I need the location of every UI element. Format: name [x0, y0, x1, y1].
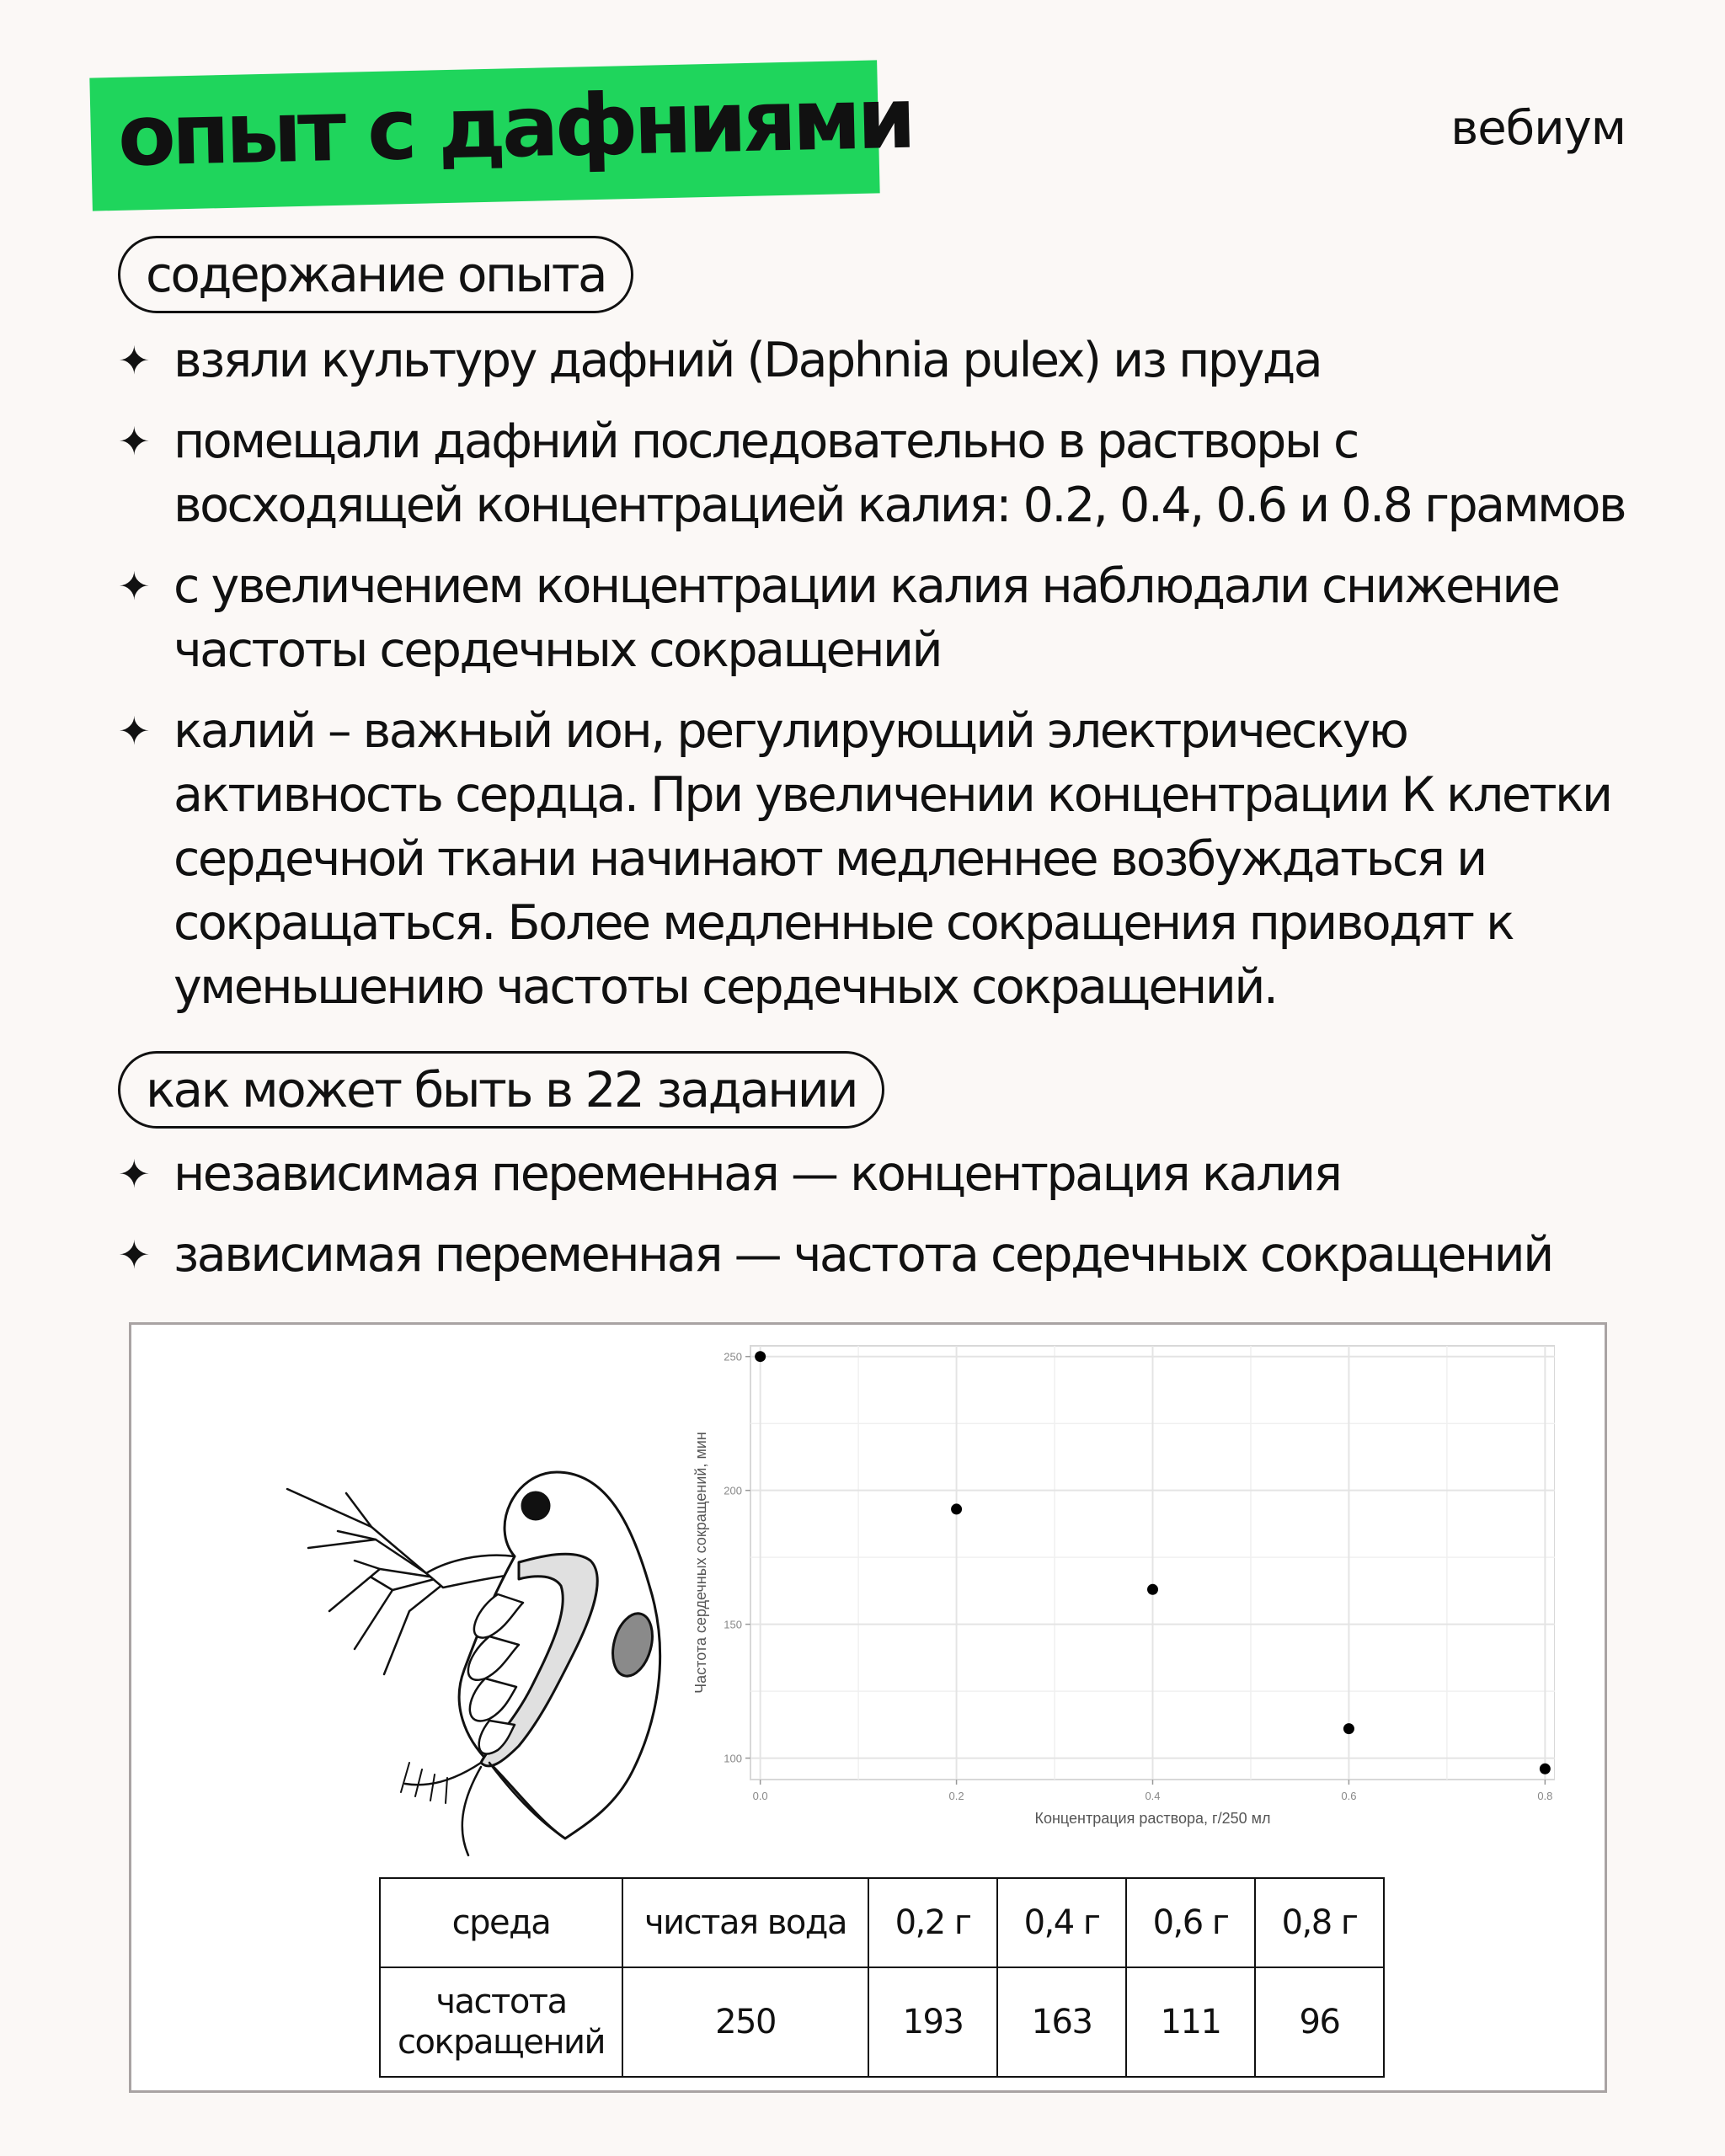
y-tick-label: 250 — [724, 1350, 742, 1364]
eye — [522, 1492, 549, 1519]
bullet-item — [118, 1223, 1552, 1287]
x-tick-label: 0.0 — [752, 1790, 768, 1802]
bullet-line: активность сердца. При увеличении концентрации К клетки — [174, 767, 1611, 823]
bullet-line: помещали дафний последовательно в растворы с — [174, 414, 1358, 469]
scatter-chart — [670, 1329, 1555, 1876]
table-cell: 0,2 г — [868, 1878, 997, 1967]
x-tick-label: 0.4 — [1145, 1790, 1161, 1802]
data-point — [951, 1503, 962, 1514]
bullet-line: зависимая переменная — частота сердечных сокращений — [174, 1227, 1552, 1283]
bullet-item — [118, 328, 1625, 392]
table-cell: 96 — [1255, 1967, 1384, 2077]
variables-bullet-list — [118, 1142, 1552, 1287]
data-table — [379, 1877, 1385, 2078]
bullet-line: независимая переменная — концентрация калия — [174, 1146, 1341, 1202]
y-tick-label: 150 — [724, 1618, 742, 1631]
section-heading-task22: как может быть в 22 задании — [118, 1051, 884, 1129]
table-cell: 0,6 г — [1126, 1878, 1255, 1967]
data-point — [1343, 1723, 1354, 1734]
row-label-line: частота — [435, 1983, 567, 2021]
y-tick-label: 100 — [724, 1752, 742, 1765]
star-bullet-icon: ✦ — [118, 419, 149, 464]
bullet-line: калий – важный ион, регулирующий электрическую — [174, 703, 1407, 759]
bullet-item — [118, 554, 1625, 682]
page-title: опыт с дафниями — [116, 68, 913, 185]
x-tick-label: 0.8 — [1537, 1790, 1553, 1802]
data-point — [755, 1351, 766, 1362]
data-point — [1540, 1764, 1551, 1774]
bullet-line: восходящей концентрацией калия: 0.2, 0.4, 0.6 и 0.8 граммов — [174, 478, 1626, 533]
table-cell: среда — [380, 1878, 622, 1967]
table-cell: чистая вода — [622, 1878, 868, 1967]
bullet-item — [118, 1142, 1552, 1206]
table-cell: 250 — [622, 1967, 868, 2077]
table-cell: 193 — [868, 1967, 997, 2077]
data-point — [1147, 1584, 1158, 1595]
bullet-line: с увеличением концентрации калия наблюдали снижение — [174, 558, 1559, 614]
table-cell: 111 — [1126, 1967, 1255, 2077]
section-heading-content: содержание опыта — [118, 236, 633, 313]
bullet-line: уменьшению частоты сердечных сокращений. — [174, 959, 1277, 1015]
star-bullet-icon: ✦ — [118, 338, 149, 383]
table-cell: 163 — [997, 1967, 1126, 2077]
bullet-line: взяли культуру дафний (Daphnia pulex) из пруда — [174, 333, 1322, 388]
bullet-line: сердечной ткани начинают медленнее возбуждаться и — [174, 831, 1486, 887]
table-row-label — [380, 1967, 622, 2077]
bullet-line: частоты сердечных сокращений — [174, 622, 942, 678]
table-cell: 0,8 г — [1255, 1878, 1384, 1967]
table-row — [380, 1967, 1384, 2077]
content-bullet-list — [118, 328, 1625, 1019]
star-bullet-icon: ✦ — [118, 1232, 149, 1278]
table-header-row — [380, 1878, 1384, 1967]
row-label-line: сокращений — [398, 2023, 605, 2062]
x-tick-label: 0.6 — [1341, 1790, 1357, 1802]
star-bullet-icon: ✦ — [118, 708, 149, 754]
daphnia-illustration — [237, 1367, 742, 1872]
x-axis-label: Концентрация раствора, г/250 мл — [1034, 1810, 1271, 1827]
brand-logo: вебиум — [1450, 101, 1626, 156]
star-bullet-icon: ✦ — [118, 563, 149, 609]
y-axis-label: Частота сердечных сокращений, мин — [692, 1432, 709, 1694]
bullet-line: сокращаться. Более медленные сокращения приводят к — [174, 895, 1514, 951]
figure-panel — [129, 1322, 1607, 2093]
table-cell: 0,4 г — [997, 1878, 1126, 1967]
bullet-item — [118, 699, 1625, 1019]
star-bullet-icon: ✦ — [118, 1151, 149, 1197]
bullet-item — [118, 409, 1625, 537]
x-tick-label: 0.2 — [948, 1790, 964, 1802]
y-tick-label: 200 — [724, 1484, 742, 1497]
